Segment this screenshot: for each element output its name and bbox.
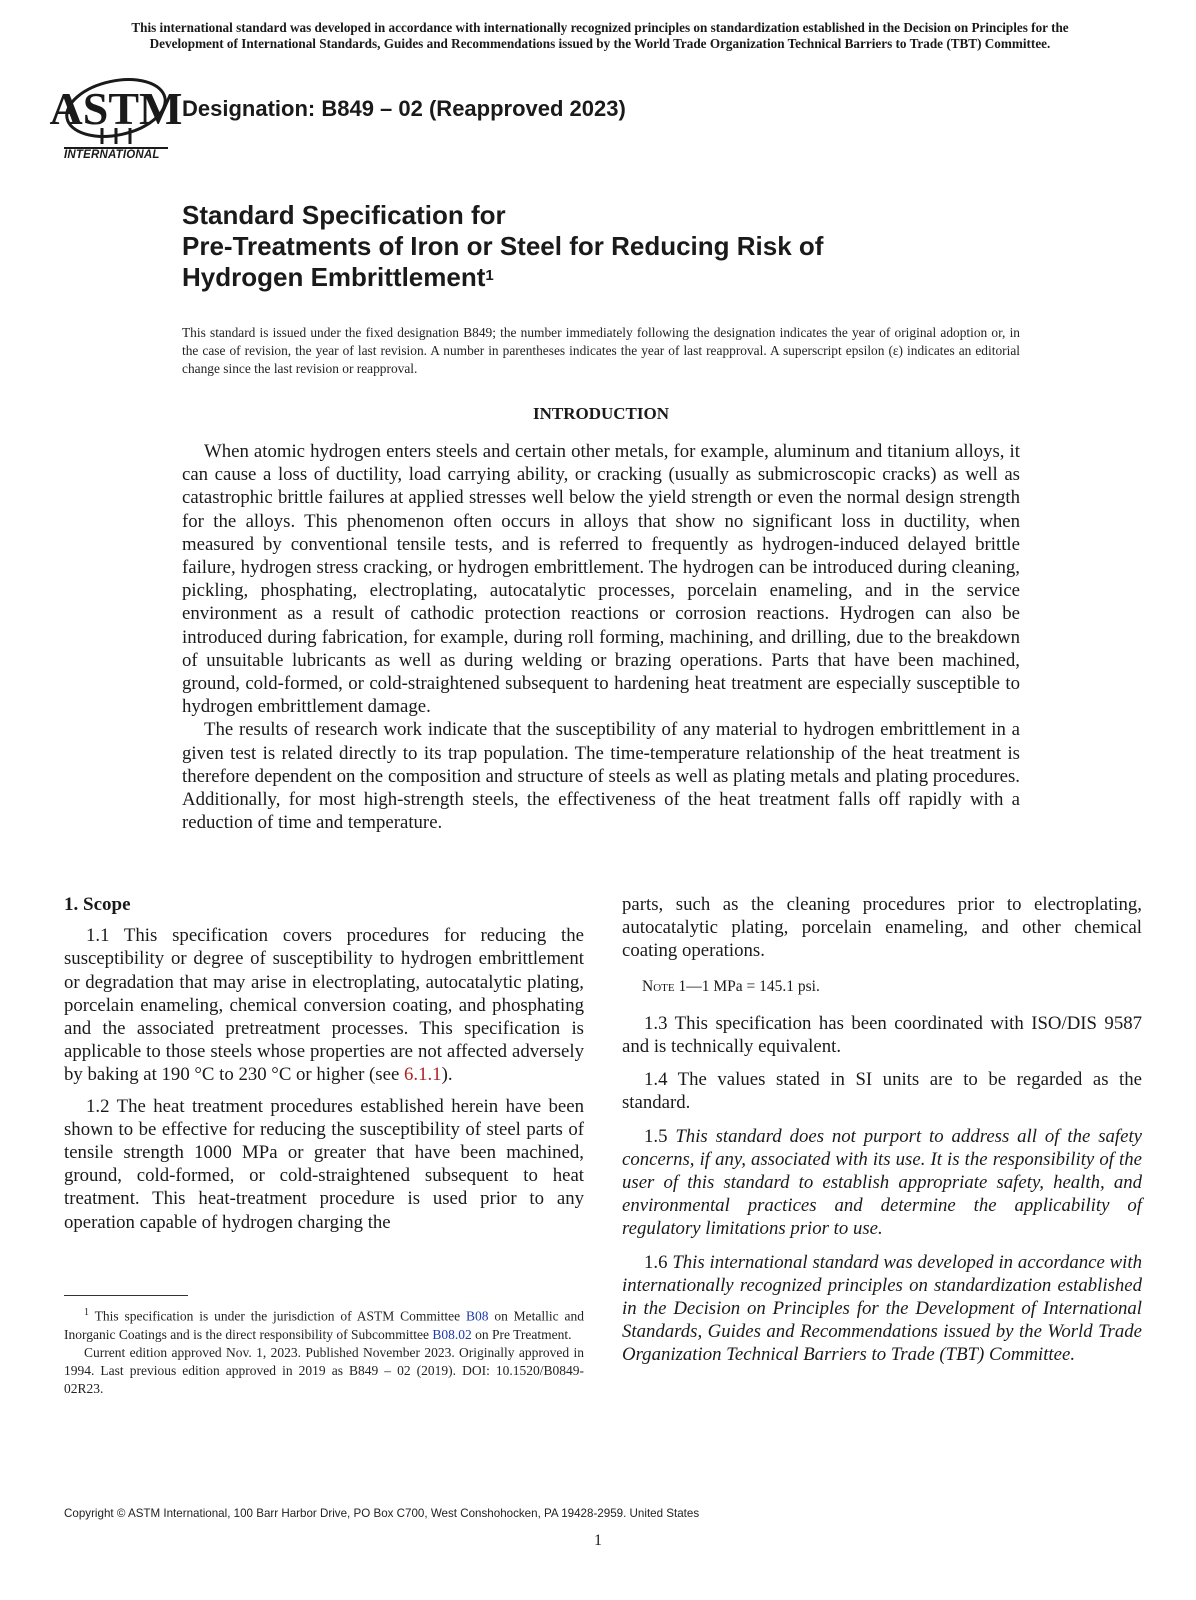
copyright-notice: Copyright © ASTM International, 100 Barr Harbor Drive, PO Box C700, West Conshohocken, PA 19428-2959. United States [64,1507,700,1520]
clause-1-1-end: ). [441,1064,453,1086]
clause-1-6-text: This international standard was developed in accordance with internationally recognized principles on standardization established in the Decision on Principles for the Development of International Standards, Guides and Recommendations issued by the World Trade Organization Technical Barriers to Trade (TBT) Committee. [622,1251,1143,1366]
title-line3 [182,262,823,293]
logo-mark-text: ASTM [49,83,183,134]
page-number: 1 [594,1532,602,1549]
clause-1-6-number: 1.6 [644,1251,673,1273]
clause-1-2: 1.2 The heat treatment procedures established herein have been shown to be effective for reducing the susceptibility of steel parts of tensile strength 1000 MPa or greater that have been machined, ground, cold-formed, or cold-straightened subsequent to heat treatment. This heat-treatment procedure is used prior to any operation capable of hydrogen charging the [64,1095,584,1233]
clause-1-4: 1.4 The values stated in SI units are to be regarded as the standard. [622,1069,1142,1114]
footnote-1-text-c: on Pre Treatment. [471,1326,572,1342]
clause-1-1-text: 1.1 This specification covers procedures for reducing the susceptibility or degree of susceptibility to hydrogen embrittlement or degradation that may arise in electroplating, autocatalytic plating, porcelain enameling, chemical conversion coating, and phosphating and the associated pretreatment processes. This specification is applicable to those steels whose properties are not affected adversely by baking at 190 °C to 230 °C or higher (see [64,925,584,1086]
title-line2: Pre-Treatments of Iron or Steel for Reducing Risk of [182,231,824,261]
introduction-body [182,440,1020,834]
footnote-divider [64,1295,188,1296]
clause-1-3: 1.3 This specification has been coordinated with ISO/DIS 9587 and is technically equivalent. [622,1012,1142,1058]
footnotes [64,1304,584,1398]
title-line3-text: Hydrogen Embrittlement [182,262,486,292]
section-heading-scope: 1. Scope [64,894,131,915]
top-notice [60,20,1140,52]
clause-1-5-number: 1.5 [644,1125,676,1147]
document-title [182,200,823,293]
subcommittee-b08-02-link[interactable]: B08.02 [432,1326,472,1342]
logo-international-label: INTERNATIONAL [64,149,160,161]
clause-1-1 [64,924,584,1086]
title-footnote-link[interactable]: 1 [485,267,494,284]
title-line1: Standard Specification for [182,200,506,230]
issue-note: This standard is issued under the fixed designation B849; the number immediately following the designation indicates the year of original adoption or, in the case of revision, the year of last revision. A number in parentheses indicates the year of last reapproval. A superscript epsilon (ε) indicates an editorial change since the last revision or reapproval. [182,325,1020,376]
astm-logo-icon [49,72,183,146]
introduction-paragraph: The results of research work indicate that the susceptibility of any material to hydrogen embrittlement in a given test is related directly to its trap population. The time-temperature relationship of the heat treatment is therefore dependent on the composition and structure of steels as well as plating metals and plating procedures. Additionally, for most high-strength steels, the effectiveness of the heat treatment falls off rapidly with a reduction of time and temperature. [182,719,1020,834]
note-1-label: Note 1 [642,977,687,995]
clause-1-5-text: This standard does not purport to address all of the safety concerns, if any, associated with its use. It is the responsibility of the user of this standard to establish appropriate safety, health, and environmental practices and determine the applicability of regulatory limitations prior to use. [622,1125,1142,1240]
top-notice-line2: Development of International Standards, Guides and Recommendations issued by the World Trade Organization Technical Barriers to Trade (TBT) Committee. [149,36,1051,51]
footnote-1-text-a: This specification is under the jurisdiction of ASTM Committee [89,1308,466,1324]
footnote-1-text-b: on Metallic and Inorganic Coatings and is the direct responsibility of Subcommittee [64,1308,584,1342]
footnote-edition: Current edition approved Nov. 1, 2023. Published November 2023. Originally approved in 1994. Last previous edition approved in 2019 as B849 – 02 (2019). DOI: 10.1520/B0849-02R23. [64,1344,584,1396]
footnote-1 [64,1304,584,1344]
left-column [64,893,584,1242]
note-1 [622,975,1142,998]
clause-1-2-continued: parts, such as the cleaning procedures prior to electroplating, autocatalytic plating, porcelain enameling, and other chemical coating operations. [622,894,1142,962]
right-column [622,893,1142,1377]
astm-logo [49,72,183,166]
top-notice-line1: This international standard was developed in accordance with internationally recognized principles on standardization established in the Decision on Principles for the [131,20,1069,35]
cross-reference-6-1-1[interactable]: 6.1.1 [404,1064,442,1086]
designation: Designation: B849 – 02 (Reapproved 2023) [182,96,626,121]
note-1-text: —1 MPa = 145.1 psi. [686,977,820,995]
footnote-1-mark: 1 [84,1307,89,1318]
clause-1-5 [622,1125,1142,1241]
committee-b08-link[interactable]: B08 [465,1308,489,1324]
introduction-heading: INTRODUCTION [532,404,670,423]
clause-1-6 [622,1251,1142,1367]
introduction-paragraph: When atomic hydrogen enters steels and certain other metals, for example, aluminum and titanium alloys, it can cause a loss of ductility, load carrying ability, or cracking (usually as submicroscopic cracks) as well as catastrophic brittle failures at applied stresses well below the yield strength or even the normal design strength for the alloys. This phenomenon often occurs in alloys that show no significant loss in ductility, when measured by conventional tensile tests, and is referred to frequently as hydrogen-induced delayed brittle failure, hydrogen stress cracking, or hydrogen embrittlement. The hydrogen can be introduced during cleaning, pickling, phosphating, electroplating, autocatalytic processes, porcelain enameling, and in the service environment as a result of cathodic protection reactions or corrosion reactions. Hydrogen can also be introduced during fabrication, for example, during roll forming, machining, and drilling, due to the breakdown of unsuitable lubricants as well as during welding or brazing operations. Parts that have been machined, ground, cold-formed, or cold-straightened subsequent to hardening heat treatment are especially susceptible to hydrogen embrittlement damage. [182,441,1020,718]
